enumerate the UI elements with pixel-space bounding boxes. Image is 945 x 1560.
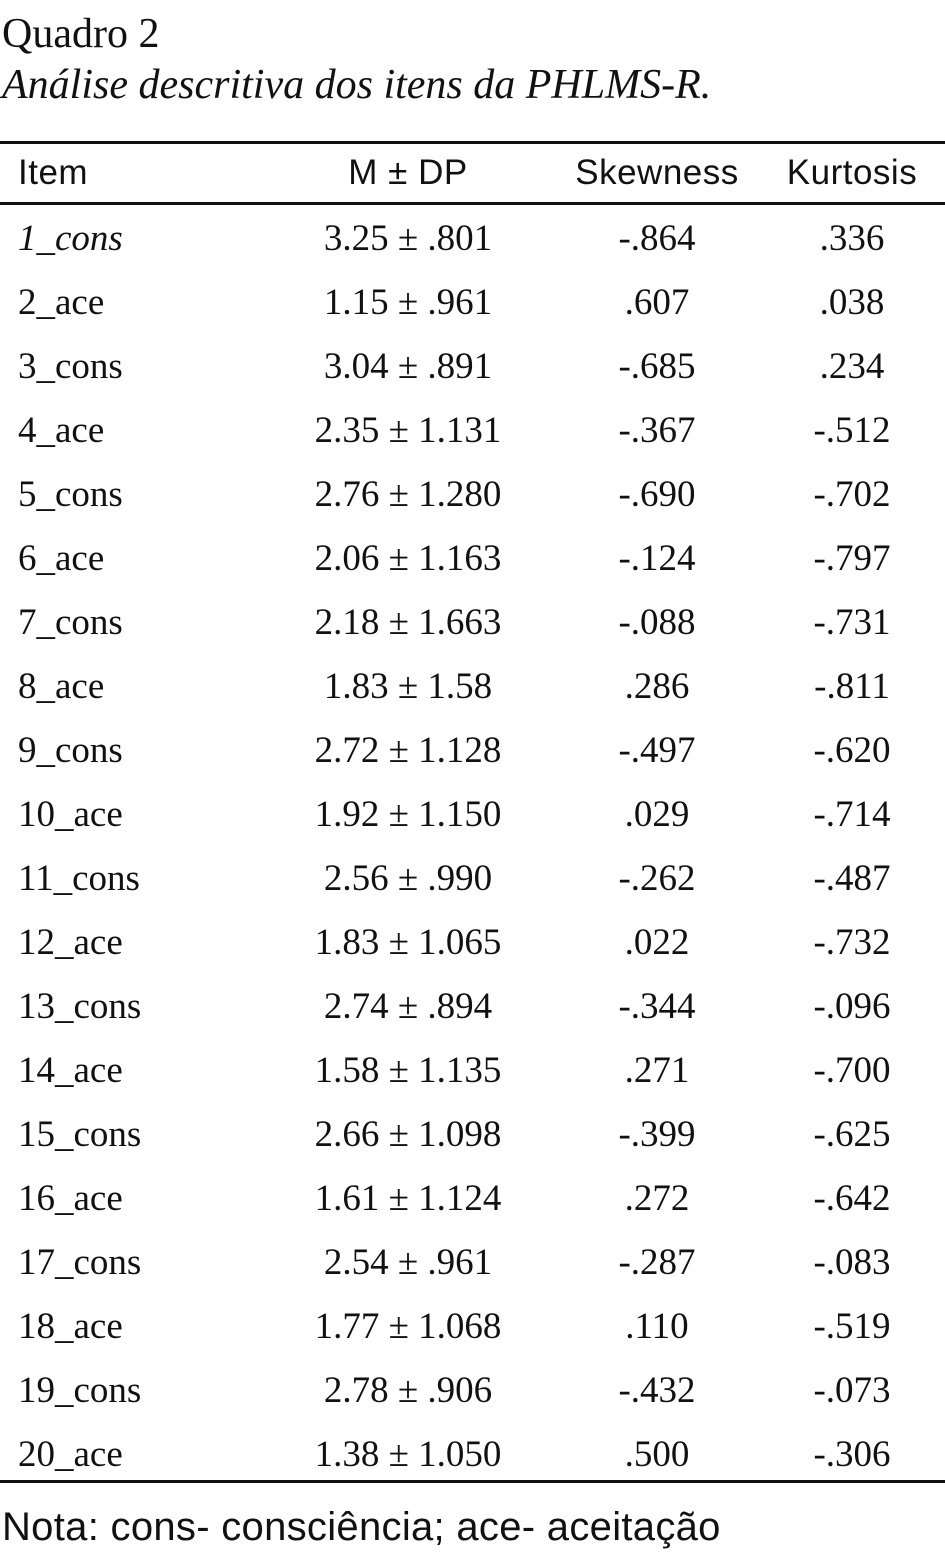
cell-mean-sd: 2.66 ± 1.098 (314, 1113, 502, 1155)
table-row (0, 1422, 945, 1486)
table-note: Nota: cons- consciência; ace- aceitação (2, 1505, 721, 1549)
cell-mean-sd: 2.56 ± .990 (323, 857, 493, 899)
cell-kurtosis: -.714 (813, 793, 891, 835)
cell-mean-sd: 2.54 ± .961 (323, 1241, 493, 1283)
cell-mean-sd: 2.76 ± 1.280 (314, 473, 502, 515)
cell-skewness: -.262 (618, 857, 696, 899)
table-row (0, 1102, 945, 1166)
cell-item: 17_cons (18, 1241, 142, 1283)
cell-item: 6_ace (18, 537, 105, 579)
cell-mean-sd: 1.38 ± 1.050 (314, 1433, 502, 1475)
cell-kurtosis: -.083 (813, 1241, 891, 1283)
cell-item: 20_ace (18, 1433, 123, 1475)
table-row (0, 270, 945, 334)
cell-kurtosis: -.797 (813, 537, 891, 579)
cell-kurtosis: -.702 (813, 473, 891, 515)
cell-mean-sd: 1.83 ± 1.58 (323, 665, 493, 707)
header-mean-sd: M ± DP (348, 153, 468, 192)
cell-item: 5_cons (18, 473, 123, 515)
table-row (0, 782, 945, 846)
cell-mean-sd: 2.78 ± .906 (323, 1369, 493, 1411)
cell-skewness: -.088 (618, 601, 696, 643)
cell-item: 15_cons (18, 1113, 142, 1155)
cell-kurtosis: .038 (819, 281, 885, 323)
header-kurtosis: Kurtosis (786, 153, 918, 192)
cell-item: 19_cons (18, 1369, 142, 1411)
cell-kurtosis: -.625 (813, 1113, 891, 1155)
cell-kurtosis: -.620 (813, 729, 891, 771)
cell-skewness: -.864 (618, 217, 696, 259)
cell-kurtosis: -.096 (813, 985, 891, 1027)
cell-skewness: -.399 (618, 1113, 696, 1155)
cell-skewness: .607 (624, 281, 690, 323)
cell-item: 8_ace (18, 665, 105, 707)
cell-skewness: .286 (624, 665, 690, 707)
table-row (0, 398, 945, 462)
cell-item: 7_cons (18, 601, 123, 643)
cell-skewness: .110 (625, 1305, 689, 1347)
cell-mean-sd: 1.77 ± 1.068 (314, 1305, 502, 1347)
table-row (0, 1038, 945, 1102)
cell-mean-sd: 3.04 ± .891 (323, 345, 493, 387)
cell-item: 16_ace (18, 1177, 123, 1219)
cell-mean-sd: 2.06 ± 1.163 (314, 537, 502, 579)
table-caption-title: Análise descritiva dos itens da PHLMS-R. (2, 62, 712, 108)
cell-item: 11_cons (18, 857, 140, 899)
cell-kurtosis: -.700 (813, 1049, 891, 1091)
table-row (0, 718, 945, 782)
table-body (0, 202, 945, 1486)
cell-kurtosis: -.073 (813, 1369, 891, 1411)
table-row (0, 1358, 945, 1422)
table-row (0, 974, 945, 1038)
cell-skewness: .271 (624, 1049, 690, 1091)
cell-skewness: -.124 (618, 537, 696, 579)
cell-skewness: -.690 (618, 473, 696, 515)
cell-item: 2_ace (18, 281, 105, 323)
cell-item: 18_ace (18, 1305, 123, 1347)
cell-mean-sd: 2.18 ± 1.663 (314, 601, 502, 643)
descriptive-table (0, 144, 945, 1486)
cell-kurtosis: -.731 (813, 601, 891, 643)
cell-kurtosis: -.642 (813, 1177, 891, 1219)
cell-skewness: .272 (624, 1177, 690, 1219)
cell-kurtosis: -.732 (813, 921, 891, 963)
cell-mean-sd: 1.92 ± 1.150 (314, 793, 502, 835)
table-row (0, 846, 945, 910)
cell-skewness: .022 (624, 921, 690, 963)
cell-item: 10_ace (18, 793, 123, 835)
cell-item: 14_ace (18, 1049, 123, 1091)
cell-mean-sd: 2.74 ± .894 (323, 985, 493, 1027)
table-row (0, 910, 945, 974)
cell-kurtosis: .336 (819, 217, 885, 259)
cell-skewness: -.432 (618, 1369, 696, 1411)
cell-item: 12_ace (18, 921, 123, 963)
cell-skewness: -.497 (618, 729, 696, 771)
header-skewness: Skewness (575, 153, 739, 192)
table-header-row (0, 144, 945, 202)
cell-skewness: -.685 (618, 345, 696, 387)
table-row (0, 1230, 945, 1294)
table-caption-label: Quadro 2 (2, 11, 160, 57)
cell-kurtosis: -.811 (814, 665, 890, 707)
cell-item: 4_ace (18, 409, 105, 451)
cell-skewness: .029 (624, 793, 690, 835)
cell-mean-sd: 1.15 ± .961 (323, 281, 493, 323)
table-row (0, 526, 945, 590)
table-row (0, 590, 945, 654)
table-row (0, 654, 945, 718)
cell-skewness: .500 (624, 1433, 690, 1475)
cell-mean-sd: 1.83 ± 1.065 (314, 921, 502, 963)
cell-skewness: -.344 (618, 985, 696, 1027)
cell-mean-sd: 2.35 ± 1.131 (314, 409, 502, 451)
cell-item: 3_cons (18, 345, 123, 387)
cell-kurtosis: -.519 (813, 1305, 891, 1347)
cell-mean-sd: 1.58 ± 1.135 (314, 1049, 502, 1091)
cell-skewness: -.367 (618, 409, 696, 451)
cell-item: 13_cons (18, 985, 142, 1027)
table-row (0, 334, 945, 398)
table-row (0, 1166, 945, 1230)
cell-item: 9_cons (18, 729, 123, 771)
cell-kurtosis: -.487 (813, 857, 891, 899)
table-row (0, 1294, 945, 1358)
table-row (0, 206, 945, 270)
table-row (0, 462, 945, 526)
cell-kurtosis: .234 (819, 345, 885, 387)
cell-kurtosis: -.512 (813, 409, 891, 451)
cell-skewness: -.287 (618, 1241, 696, 1283)
cell-mean-sd: 1.61 ± 1.124 (314, 1177, 502, 1219)
cell-item: 1_cons (18, 217, 123, 259)
header-item: Item (18, 153, 89, 192)
cell-mean-sd: 3.25 ± .801 (323, 217, 493, 259)
cell-kurtosis: -.306 (813, 1433, 891, 1475)
cell-mean-sd: 2.72 ± 1.128 (314, 729, 502, 771)
